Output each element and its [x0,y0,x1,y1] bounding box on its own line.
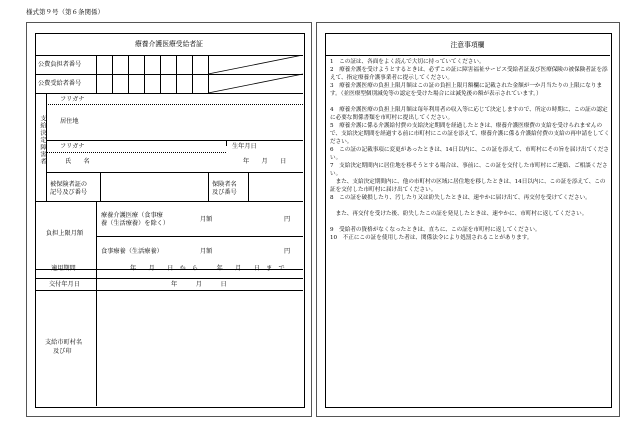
birthdate-value: 年 月 日 [243,158,287,165]
issue-date-value: 年 月 日 [171,281,227,288]
recipient-number-label: 公費受給者番号 [38,80,82,87]
note-4: 4 療養介護医療の負担上限月額は毎年利用者の収入等に応じて決定しますので、所定の時期に、この証の認定に必要な関係書類を市町村に提出してください。 [330,107,608,121]
side-label: 支給決定障害者 [39,115,46,166]
note-7: 7 支給決定期間内に居住地を移そうとする場合は、事前に、この証を交付した市町村にご連絡、ご相談ください。 [330,163,608,177]
insurer-label-1: 保険者名 [212,181,237,188]
note-3: 3 療養介護医療の負担上限月額はこの証の負担上限月額欄に記載された金額が一か月当たりの上限になります。（並医療型個別減免等の認定を受けた場合には減免後の額が表示されています。） [330,83,603,97]
note-1: 1 この証は、各面をよく読んで大切に持っていてください。 [330,59,485,65]
period-label: 適用期間 [51,265,76,272]
monthly-label-1: 月額 [200,216,213,223]
limit-label: 負担上限月額 [46,230,84,237]
note-6: 6 この証の記載事項に変更があったときは、14日以内に、この証を添えて、市町村にその旨を届け出てください。 [330,147,610,161]
furigana-label-1: フリガナ [60,96,85,103]
note-8: 8 この証を破損したり、汚したり又は紛失したときは、速やかに届け出て、再交付を受けてください。 [330,195,591,201]
monthly-label-2: 月額 [200,248,213,255]
name-label: 氏 名 [65,158,90,165]
insured-number-label-2: 記号及び番号 [50,189,88,196]
furigana-label-2: フリガナ [60,143,85,150]
note-9: 9 受給者の資格がなくなったときは、直ちに、この証を市町村に返してください。 [330,227,541,233]
notes-title: 注意事項欄 [450,41,485,49]
note-5: 5 療養介護に係る介護給付費の支給決定期間を経過したときは、療養介護医療費の支給を受けられませんので、支給決定期間を経過する前に市町村にこの証を添えて、療養介護に係る介護給付費の支給の再申請をしてください。 [330,123,610,145]
note-7b: また、支給決定期間内に、他の市町村の区域に居住地を移したときは、14日以内に、この証を添えて、この証を交付した市町村に届け出てください。 [330,179,606,193]
blank-diagonal [208,55,303,93]
certificate-title: 療養介護医療受給者証 [135,40,203,48]
note-2: 2 療養介護を受けようとするときは、必ずこの証に障害福祉サービス受給者証及び医療保険の被保険者証を添えて、指定療養介護事業者に提示してください。 [330,67,608,81]
provider-number-label: 公費負担者番号 [38,61,82,68]
address-label: 居住地 [60,118,79,125]
note-8b: また、再交付を受けた後、紛失したこの証を発見したときは、速やかに、市町村に返してください。 [330,211,588,217]
insured-number-label-1: 被保険者証の [50,181,88,188]
insurer-label-2: 及び番号 [212,189,237,196]
period-value: 年 月 日 か ら 年 月 日 ま で [130,265,285,272]
meal-care-label: 食事療養（生活療養） [101,248,163,255]
medical-care-label-2: 養（生活療養）を除く） [101,220,170,227]
yen-label-1: 円 [284,216,291,223]
birthdate-label: 生年月日 [232,143,257,150]
issue-date-label: 交付年月日 [49,281,80,288]
yen-label-2: 円 [284,248,291,255]
form-number: 様式第９号（第６条関係） [26,8,104,16]
medical-care-label-1: 療養介護医療（食事療 [101,212,163,219]
municipality-label-2: 及び印 [53,348,72,355]
municipality-label-1: 支給市町村名 [45,339,83,346]
note-10: 10 不正にこの証を使用した者は、関係法令により処罰されることがあります。 [330,235,533,241]
